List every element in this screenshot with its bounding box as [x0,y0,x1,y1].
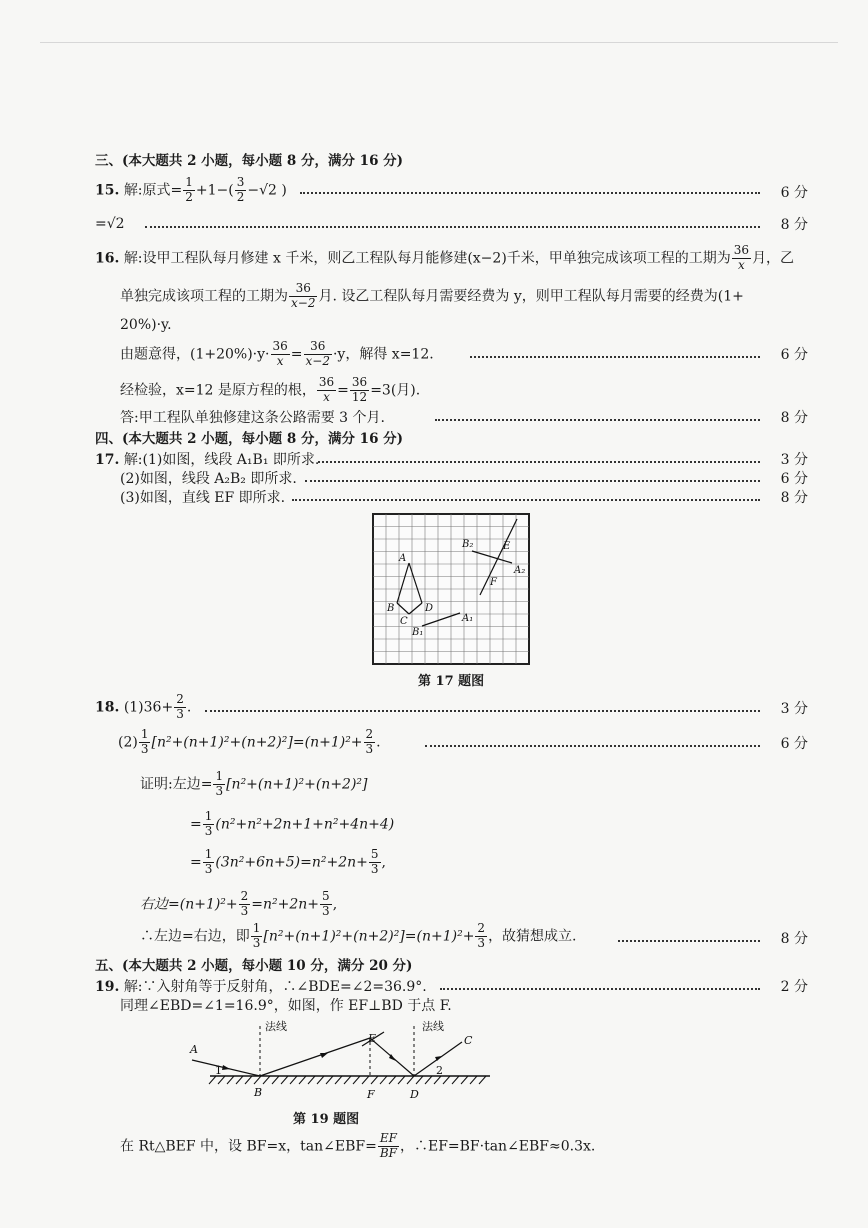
problem-number: 15. [95,182,120,199]
fraction: $\frac{5}{3}$ [370,847,379,876]
leader-dots [292,499,760,501]
page-top-rule [40,42,838,43]
problem-15-line-1: 15. 解:原式= $\frac{1}{2}$ +1−( $\frac{3}{2}$ −√2 ) [95,175,287,204]
figure-19-caption: 第 19 题图 [293,1112,360,1127]
hatch-mark [308,1076,315,1084]
score: 2 分 [780,979,808,995]
section-3-header: 三、(本大题共 2 小题，每小题 8 分，满分 16 分) [95,153,404,169]
hatch-mark [254,1076,261,1084]
fraction: $\frac{36}{x}$ [272,339,288,368]
hatch-mark [344,1076,351,1084]
label-angle-1: 1 [215,1064,222,1077]
score: 3 分 [780,452,808,468]
problem-17-line-1: 17. 解:(1)如图，线段 A₁B₁ 即所求. [95,452,320,468]
label-F: F [490,577,497,588]
hatch-mark [461,1076,468,1084]
problem-17-line-2: (2)如图，线段 A₂B₂ 即所求. [120,471,297,487]
score: 8 分 [780,490,808,506]
problem-16-line-2: 单独完成该项工程的工期为 $\frac{36}{x-2}$ 月. 设乙工程队每月需要经费为 y，则甲工程队每月需要的经费为(1+ [120,281,744,310]
problem-16-line-5: 经检验，x=12 是原方程的根， $\frac{36}{x}$ = $\frac{36}{12}$ =3(月). [120,375,421,404]
leader-dots [205,710,760,712]
fraction: $\frac{1}{3}$ [204,809,213,838]
label-B: B [254,1086,263,1099]
problem-19-line-2: 同理∠EBD=∠1=16.9°，如图，作 EF⊥BD 于点 F. [120,998,452,1014]
fraction: $\frac{2}{3}$ [240,889,249,918]
hatch-mark [479,1076,486,1084]
fraction: $\frac{2}{3}$ [176,692,184,721]
fraction: $\frac{1}{3}$ [252,921,261,950]
label-B1: B₁ [412,627,424,638]
label-normal-1: 法线 [265,1020,287,1033]
fraction: $\frac{1}{3}$ [140,727,149,756]
figure-17-grid [372,513,530,665]
hatch-mark [398,1076,405,1084]
hatch-mark [326,1076,333,1084]
problem-16-line-1: 16. 解:设甲工程队每月修建 x 千米，则乙工程队每月能修建(x−2)千米，甲单独完成该项工程的工期为 $\frac{36}{x}$ 月，乙 [95,243,795,272]
leader-dots [305,480,760,482]
hatch-mark [416,1076,423,1084]
label-B: B [387,603,395,614]
hatch-mark [470,1076,477,1084]
leader-dots [618,940,760,942]
leader-dots [300,192,760,194]
figure-17-caption: 第 17 题图 [418,674,485,689]
ray-arrows [222,1053,442,1070]
hatch-mark [209,1076,216,1084]
fraction: $\frac{36}{x}$ [733,243,750,272]
label-A: A [190,1043,198,1056]
label-normal-2: 法线 [422,1020,444,1033]
hatch-mark [263,1076,270,1084]
problem-19-line-1: 19. 解:∵入射角等于反射角，∴∠BDE=∠2=36.9°. [95,979,427,995]
hatch-mark [227,1076,234,1084]
label-F: F [367,1088,375,1101]
proof-line-3: = $\frac{1}{3}$ (3n²+6n+5)=n²+2n+ $\frac{5}{3}$ , [190,847,386,876]
section-4-header: 四、(本大题共 2 小题，每小题 8 分，满分 16 分) [95,431,404,447]
problem-18-line-2: (2) $\frac{1}{3}$ [n²+(n+1)²+(n+2)²]=(n+1)²+ $\frac{2}{3}$ . [118,727,381,756]
leader-dots [318,461,760,463]
score: 8 分 [780,217,808,233]
section-5-header: 五、(本大题共 2 小题，每小题 10 分，满分 20 分) [95,958,413,974]
proof-line-2: = $\frac{1}{3}$ (n²+n²+2n+1+n²+4n+4) [190,809,395,838]
problem-16-answer: 答:甲工程队单独修建这条公路需要 3 个月. [120,410,385,426]
hatch-mark [389,1076,396,1084]
fraction: $\frac{1}{3}$ [215,769,224,798]
problem-16-line-3: 20%)·y. [120,317,172,333]
score: 6 分 [780,736,808,752]
score: 6 分 [780,347,808,363]
label-C: C [464,1034,473,1047]
hatch-mark [434,1076,441,1084]
problem-15-line-2: =√2 [95,216,125,232]
hatch-mark [245,1076,252,1084]
hatch-mark [281,1076,288,1084]
label-A1: A₁ [462,613,474,624]
fraction: $\frac{EF}{BF}$ [379,1131,397,1160]
hatch-mark [335,1076,342,1084]
score: 8 分 [780,931,808,947]
problem-number: 18. [95,699,120,716]
arrow-head [320,1053,328,1058]
fraction: $\frac{36}{x-2}$ [291,281,316,310]
hatch-mark [407,1076,414,1084]
label-A2: A₂ [514,565,526,576]
proof-line-5: ∴左边=右边，即 $\frac{1}{3}$ [n²+(n+1)²+(n+2)²]=(n+1)²+ $\frac{2}{3}$ ，故猜想成立. [140,921,577,950]
fraction: $\frac{36}{x-2}$ [305,339,330,368]
score: 6 分 [780,185,808,201]
problem-18-line-1: 18. (1)36+ $\frac{2}{3}$ . [95,692,192,721]
hatch-mark [443,1076,450,1084]
leader-dots [425,745,760,747]
fraction: $\frac{2}{3}$ [477,921,486,950]
hatch-mark [353,1076,360,1084]
problem-number: 19. [95,979,120,995]
fraction: $\frac{1}{2}$ [185,175,193,204]
leader-dots [145,226,760,228]
problem-16-line-4: 由题意得，(1+20%)·y· $\frac{36}{x}$ = $\frac{36}{x-2}$ ·y，解得 x=12. [120,339,434,368]
problem-number: 16. [95,250,120,267]
label-B2: B₂ [462,539,474,550]
hatch-mark [236,1076,243,1084]
fraction: $\frac{3}{2}$ [236,175,245,204]
leader-dots [435,419,760,421]
score: 8 分 [780,410,808,426]
hatch-mark [299,1076,306,1084]
light-path [192,1032,462,1076]
leader-dots [470,356,760,358]
fraction: $\frac{2}{3}$ [365,727,374,756]
hatch-mark [272,1076,279,1084]
fraction: $\frac{5}{3}$ [322,889,330,918]
hatch-mark [380,1076,387,1084]
label-D: D [410,1088,419,1101]
label-E: E [503,541,511,552]
label-E: E [368,1032,377,1045]
figure-19-labels [189,1019,473,1101]
leader-dots [440,988,760,990]
fraction: $\frac{36}{x}$ [318,375,335,404]
label-D: D [425,603,434,614]
hatch-mark [371,1076,378,1084]
proof-line-1: 证明:左边= $\frac{1}{3}$ [n²+(n+1)²+(n+2)²] [140,769,368,798]
fraction: $\frac{36}{12}$ [351,375,368,404]
hatch-mark [425,1076,432,1084]
score: 6 分 [780,471,808,487]
hatch-mark [362,1076,369,1084]
ray-BE [260,1038,370,1076]
label-angle-2: 2 [436,1064,443,1077]
hatch-mark [290,1076,297,1084]
problem-19-line-3: 在 Rt△BEF 中，设 BF=x，tan∠EBF= $\frac{EF}{BF}$ ，∴EF=BF·tan∠EBF≈0.3x. [120,1131,596,1160]
hatch-mark [317,1076,324,1084]
mirror-hatching [209,1076,486,1084]
score: 3 分 [780,701,808,717]
hatch-mark [218,1076,225,1084]
label-C: C [400,616,408,627]
label-A: A [399,553,407,564]
fraction: $\frac{1}{3}$ [204,847,213,876]
problem-number: 17. [95,452,120,468]
problem-17-line-3: (3)如图，直线 EF 即所求. [120,490,286,506]
figure-19-mirror [180,1016,500,1108]
hatch-mark [452,1076,459,1084]
proof-line-4: 右边=(n+1)²+ $\frac{2}{3}$ =n²+2n+ $\frac{5}{3}$ , [140,889,338,918]
